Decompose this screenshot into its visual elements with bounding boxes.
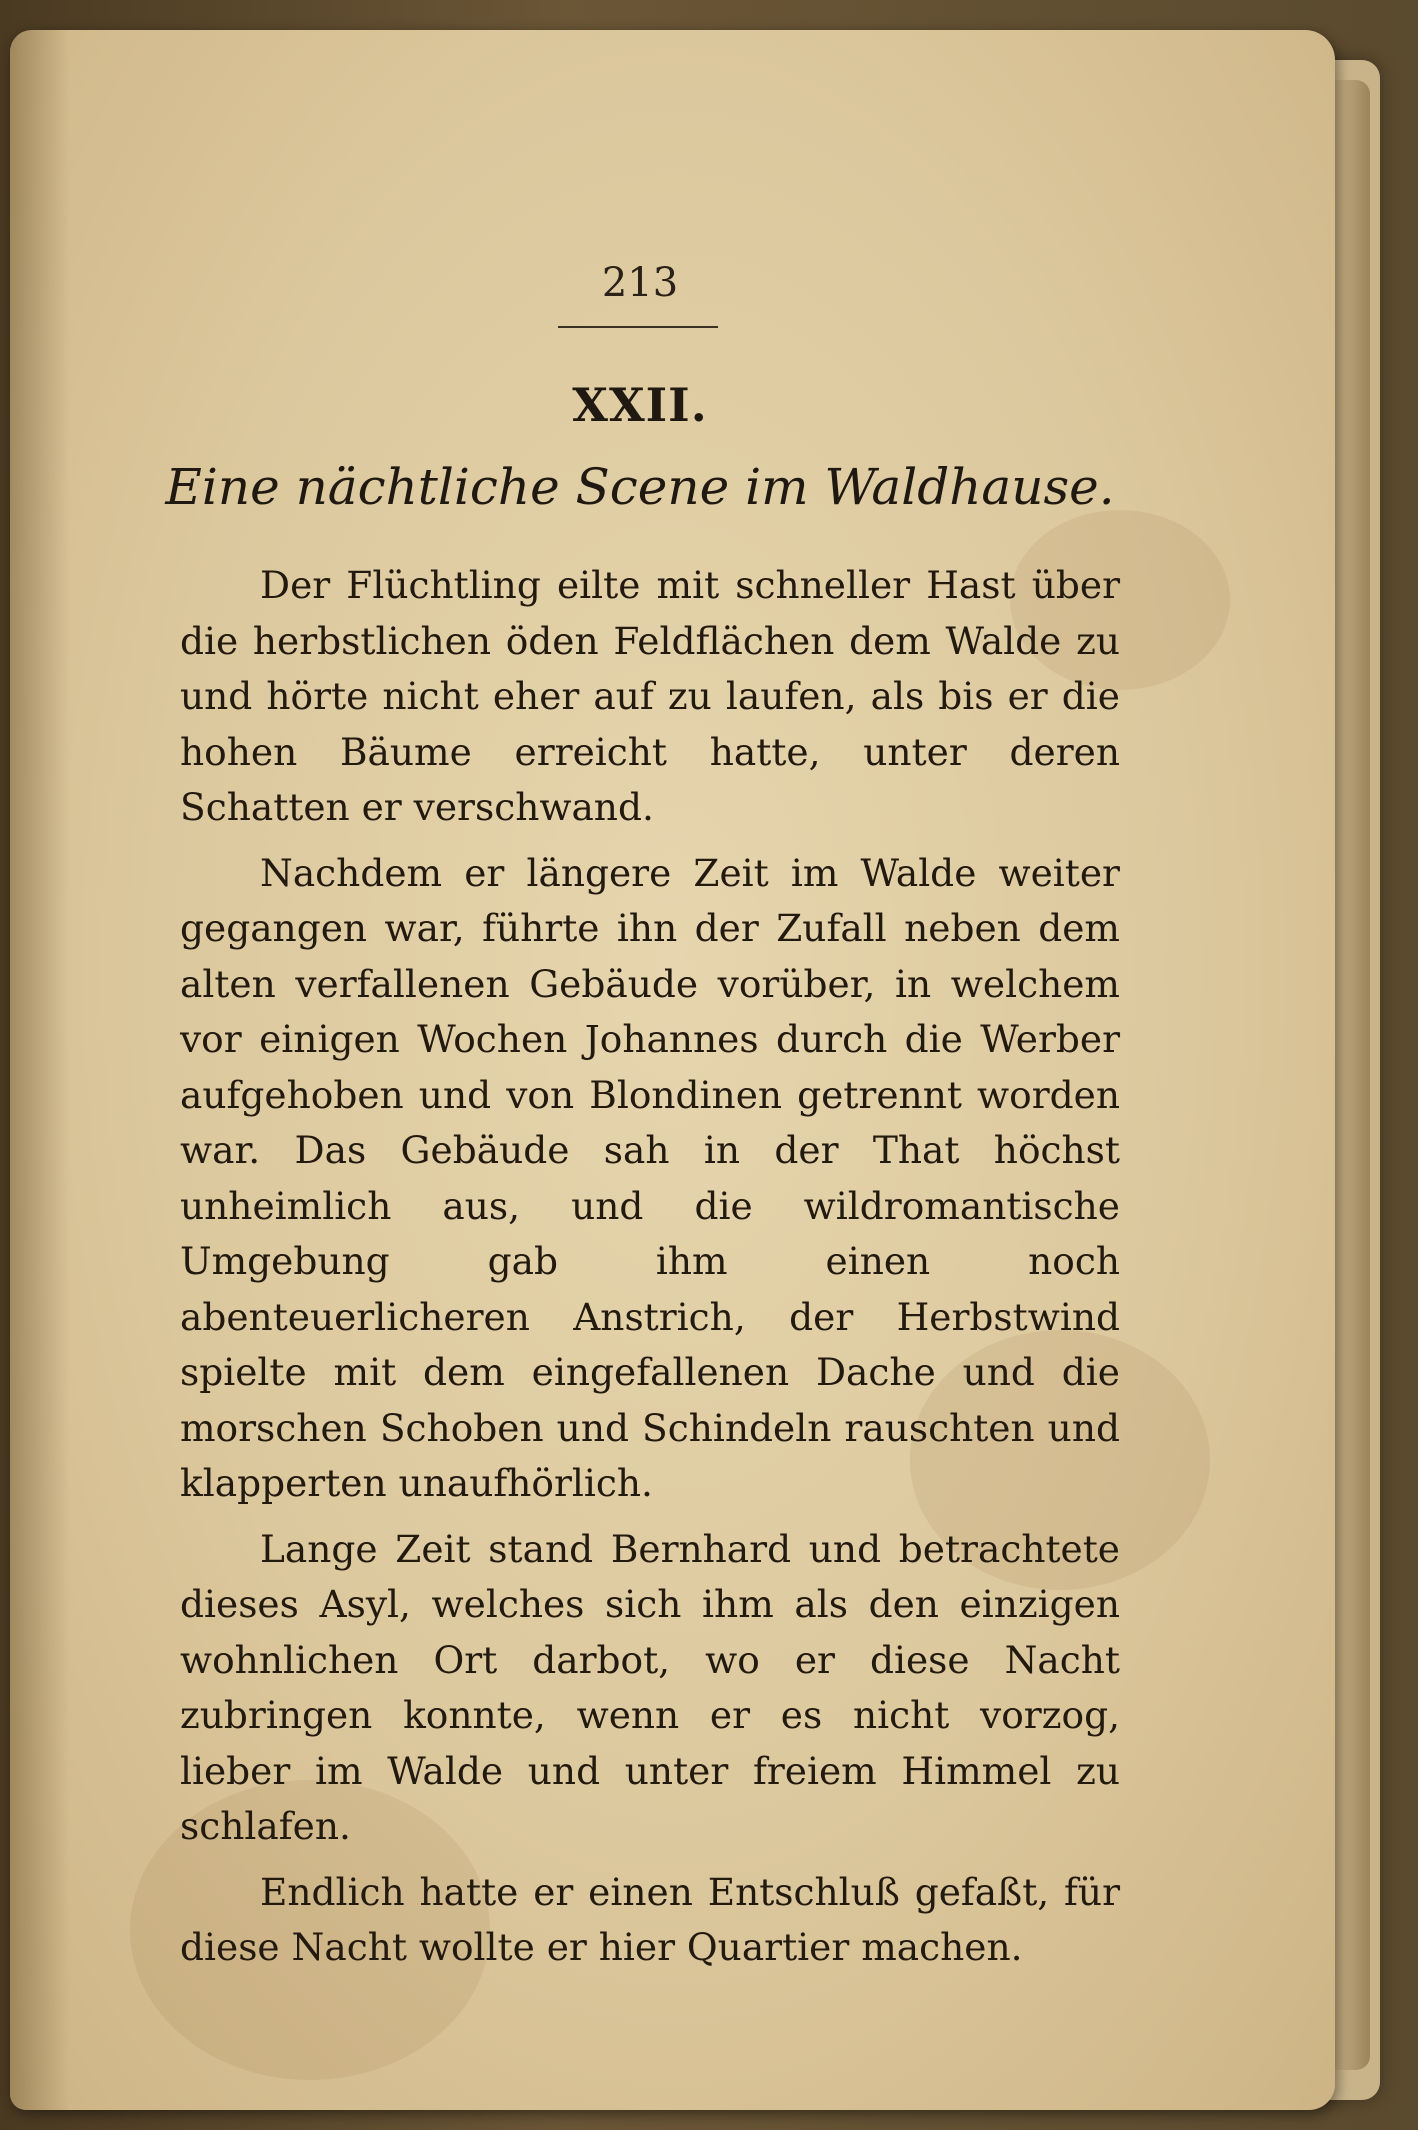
body-text (180, 558, 1120, 1986)
paragraph: Nachdem er längere Zeit im Walde weiter gegangen war, führte ihn der Zufall neben dem alten verfallenen Gebäude vorüber, in welchem vor einigen Wochen Johannes durch die Werber aufgehoben und von Blondinen getrennt worden war. Das Gebäude sah in der That höchst unheimlich aus, und die wildromantische Umgebung gab ihm einen noch abenteuerlicheren Anstrich, der Herbstwind spielte mit dem eingefallenen Dache und die morschen Schoben und Schindeln rauschten und klapperten unaufhörlich. (180, 850, 1120, 1505)
chapter-title: Eine nächtliche Scene im Waldhause. (165, 458, 1115, 516)
chapter-number: XXII. (572, 378, 708, 432)
page-gutter-shadow (10, 30, 70, 2110)
page-number: 213 (601, 260, 679, 306)
paragraph: Lange Zeit stand Bernhard und betrachtete dieses Asyl, welches sich ihm als den einzigen wohnlichen Ort darbot, wo er diese Nacht zubringen konnte, wenn er es nicht vorzog, lieber im Walde und unter freiem Himmel zu schlafen. (180, 1526, 1120, 1848)
paragraph: Der Flüchtling eilte mit schneller Hast über die herbstlichen öden Feldflächen dem Walde zu und hörte nicht eher auf zu laufen, als bis er die hohen Bäume erreicht hatte, unter deren Schatten er verschwand. (180, 563, 1120, 829)
header-rule (558, 326, 718, 328)
paragraph: Endlich hatte er einen Entschluß gefaßt, für diese Nacht wollte er hier Quartier machen. (180, 1869, 1120, 1969)
book-page (10, 30, 1335, 2110)
